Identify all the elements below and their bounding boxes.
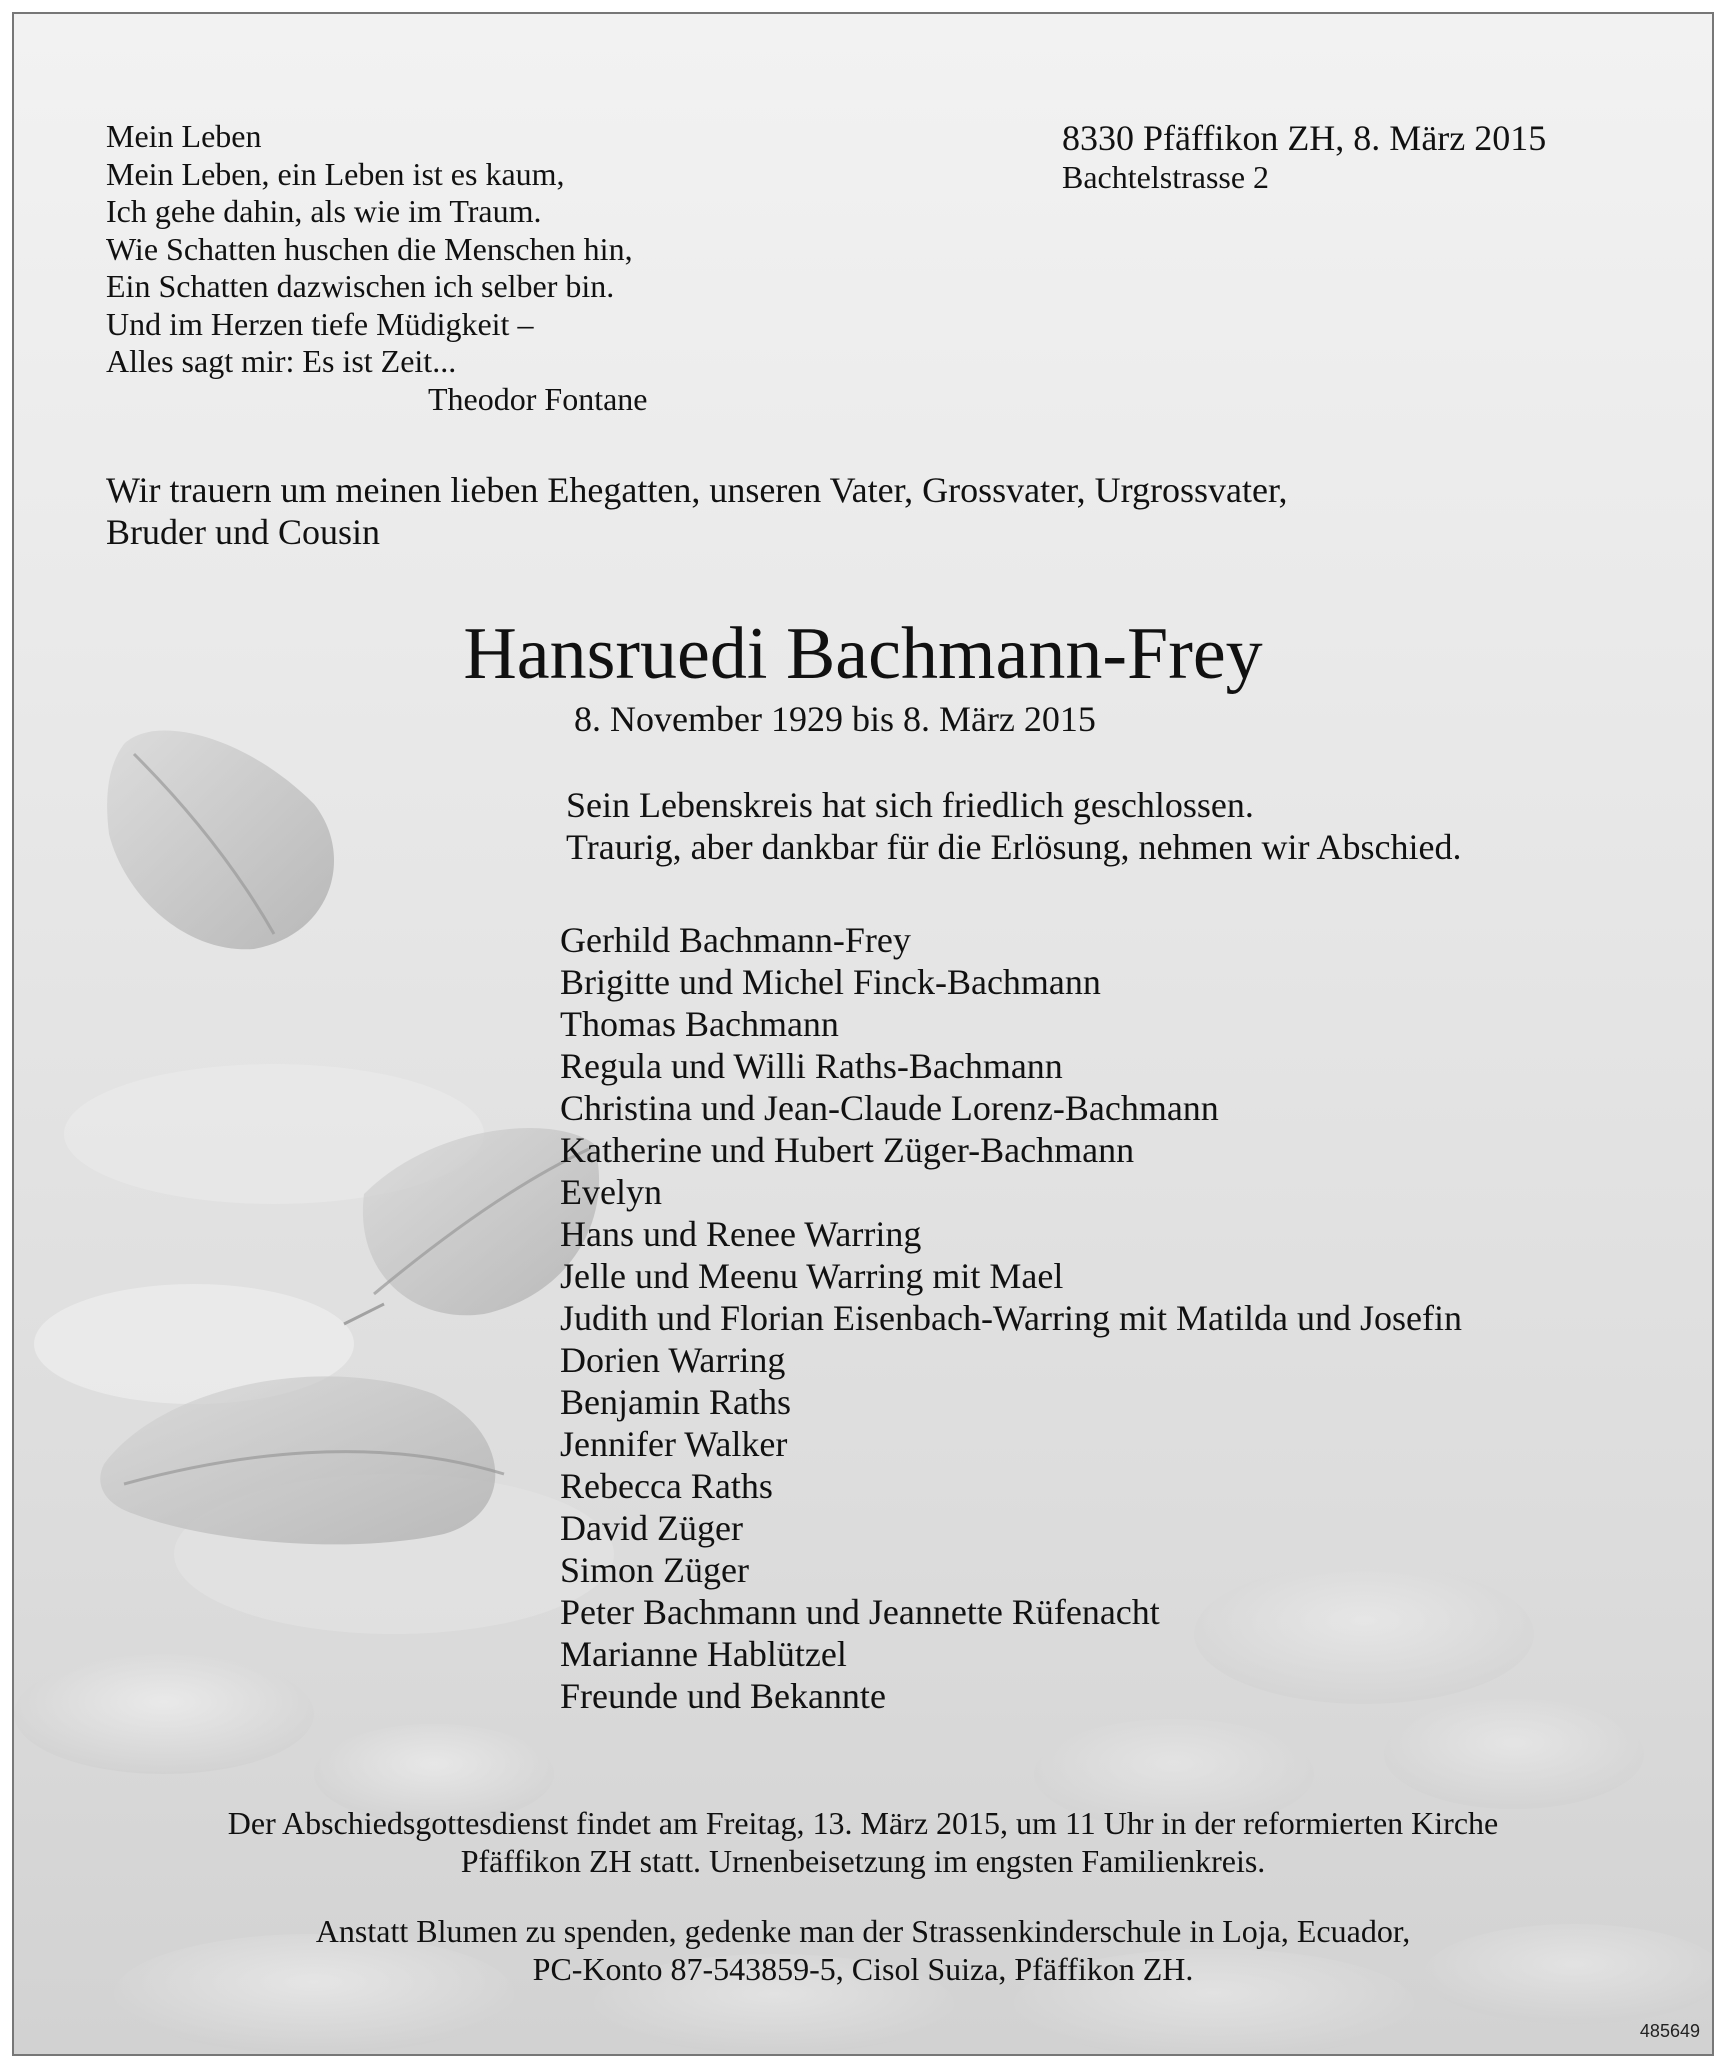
mourners-group-friends — [560, 1675, 1462, 1717]
mourners-list — [560, 919, 1462, 1717]
mourner-entry: Gerhild Bachmann-Frey — [560, 920, 911, 960]
mourner-entry: Rebecca Raths — [560, 1466, 773, 1506]
donation-info — [14, 1912, 1712, 1988]
poem-line: Ein Schatten dazwischen ich selber bin. — [106, 268, 615, 304]
closing-line: Traurig, aber dankbar für die Erlösung, nehmen wir Abschied. — [566, 827, 1462, 867]
poem — [106, 118, 648, 418]
mourner-entry: Thomas Bachmann — [560, 1004, 839, 1044]
intro-line: Bruder und Cousin — [106, 512, 380, 552]
poem-title: Mein Leben — [106, 118, 262, 154]
service-info — [14, 1804, 1712, 1880]
obituary-notice — [12, 12, 1714, 2056]
place-and-date: 8330 Pfäffikon ZH, 8. März 2015 — [1062, 118, 1547, 158]
mourner-entry: Katherine und Hubert Züger-Bachmann — [560, 1130, 1135, 1170]
mourner-entry: Simon Züger — [560, 1550, 749, 1590]
poem-line: Wie Schatten huschen die Menschen hin, — [106, 230, 633, 267]
mourner-entry: Dorien Warring — [560, 1340, 786, 1380]
deceased-name: Hansruedi Bachmann-Frey — [463, 613, 1263, 695]
mourner-entry: Marianne Hablützel — [560, 1634, 847, 1674]
poem-line: Alles sagt mir: Es ist Zeit... — [106, 343, 457, 379]
poem-line: Ich gehe dahin, als wie im Traum. — [106, 193, 542, 229]
mourner-entry: Hans und Renee Warring — [560, 1214, 922, 1254]
mourners-group-relatives — [560, 1591, 1462, 1675]
mourner-entry: Regula und Willi Raths-Bachmann — [560, 1046, 1063, 1086]
mourner-entry: Evelyn — [560, 1172, 662, 1212]
service-line: Der Abschiedsgottesdienst findet am Freitag, 13. März 2015, um 11 Uhr in der reformierten Kirche — [227, 1805, 1499, 1841]
mourners-group-grandchildren — [560, 1213, 1462, 1591]
poem-author: Theodor Fontane — [428, 380, 648, 417]
mourner-entry: Jennifer Walker — [560, 1424, 788, 1464]
donation-line: PC-Konto 87-543859-5, Cisol Suiza, Pfäffikon ZH. — [532, 1951, 1194, 1987]
intro-line: Wir trauern um meinen lieben Ehegatten, unseren Vater, Grossvater, Urgrossvater, — [106, 470, 1288, 510]
mourning-intro — [106, 469, 1288, 553]
mourner-entry: Benjamin Raths — [560, 1382, 791, 1422]
mourner-entry: Jelle und Meenu Warring mit Mael — [560, 1256, 1064, 1296]
closing-line: Sein Lebenskreis hat sich friedlich geschlossen. — [566, 785, 1254, 825]
mourner-entry: David Züger — [560, 1508, 743, 1548]
street-address: Bachtelstrasse 2 — [1062, 159, 1270, 195]
mourner-entry: Judith und Florian Eisenbach-Warring mit Matilda und Josefin — [560, 1298, 1462, 1338]
donation-line: Anstatt Blumen zu spenden, gedenke man der Strassenkinderschule in Loja, Ecuador, — [315, 1913, 1411, 1949]
mourner-entry: Freunde und Bekannte — [560, 1676, 886, 1716]
mourner-entry: Brigitte und Michel Finck-Bachmann — [560, 962, 1101, 1002]
closing-statement — [566, 784, 1461, 868]
mourner-entry: Peter Bachmann und Jeannette Rüfenacht — [560, 1592, 1160, 1632]
poem-line: Und im Herzen tiefe Müdigkeit – — [106, 305, 534, 342]
mourner-entry: Christina und Jean-Claude Lorenz-Bachmann — [560, 1088, 1219, 1128]
life-dates: 8. November 1929 bis 8. März 2015 — [574, 699, 1096, 739]
address-block — [1062, 118, 1546, 196]
poem-line: Mein Leben, ein Leben ist es kaum, — [106, 155, 565, 192]
service-line: Pfäffikon ZH statt. Urnenbeisetzung im engsten Familienkreis. — [460, 1843, 1266, 1879]
reference-number: 485649 — [1639, 2021, 1700, 2041]
mourners-group-family — [560, 919, 1462, 1213]
